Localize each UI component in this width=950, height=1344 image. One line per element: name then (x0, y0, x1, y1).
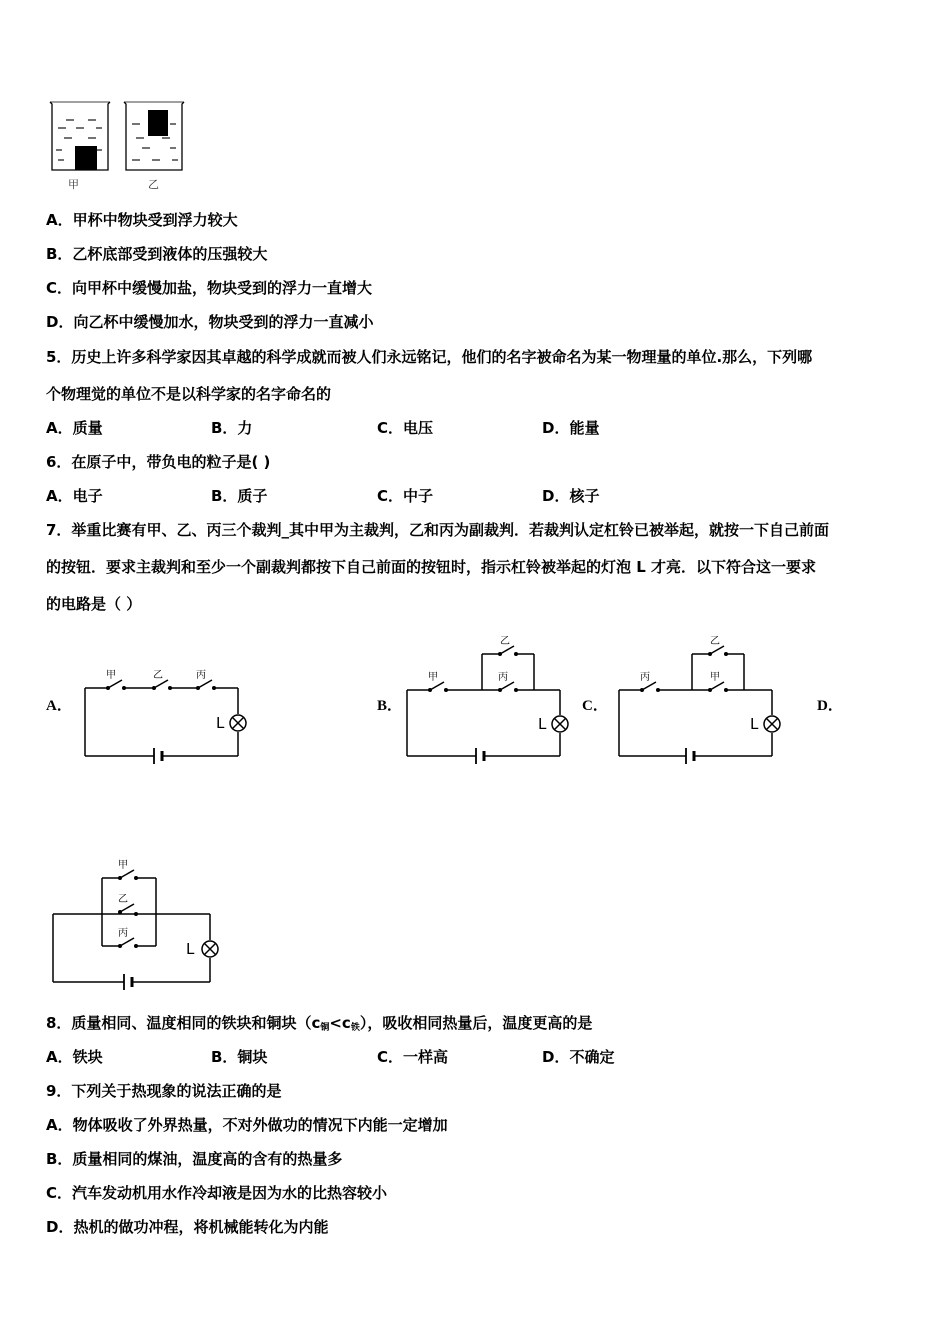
svg-text:L: L (750, 715, 759, 733)
q4-option-a: A．甲杯中物块受到浮力较大 (46, 211, 238, 229)
svg-text:乙: 乙 (118, 894, 128, 905)
q6-option-b: B．质子 (211, 487, 268, 505)
svg-text:乙: 乙 (153, 670, 163, 681)
q9-stem: 9．下列关于热现象的说法正确的是 (46, 1082, 282, 1100)
q7-label-a: A． (46, 698, 72, 714)
svg-text:丙: 丙 (498, 672, 508, 683)
q5-stem-line2: 个物理觉的单位不是以科学家的名字命名的 (46, 385, 332, 403)
q4-option-b: B．乙杯底部受到液体的压强较大 (46, 245, 268, 263)
q4-option-d: D．向乙杯中缓慢加水，物块受到的浮力一直减小 (46, 313, 374, 331)
q7-label-d: D． (817, 698, 843, 714)
q5-option-d: D．能量 (542, 419, 600, 437)
svg-text:丙: 丙 (118, 928, 128, 939)
svg-text:L: L (216, 714, 225, 732)
svg-text:丙: 丙 (640, 672, 650, 683)
q9-option-d: D．热机的做功冲程，将机械能转化为内能 (46, 1218, 329, 1236)
svg-text:乙: 乙 (500, 636, 510, 647)
q8-option-b: B．铜块 (211, 1048, 268, 1066)
q9-option-c: C．汽车发动机用水作冷却液是因为水的比热容较小 (46, 1184, 388, 1202)
svg-text:乙: 乙 (710, 636, 720, 647)
q5-stem-line1: 5．历史上许多科学家因其卓越的科学成就而被人们永远铭记，他们的名字被命名为某一物理量的单位.那么，下列哪 (46, 348, 813, 366)
block-jia (75, 146, 97, 170)
q7-stem-line3: 的电路是（ ） (46, 595, 142, 613)
svg-text:甲: 甲 (106, 670, 116, 681)
beakers-figure (44, 98, 194, 194)
q5-option-c: C．电压 (377, 419, 434, 437)
circuit-d (48, 852, 233, 992)
q8-stem: 8．质量相同、温度相同的铁块和铜块$(c_铜<c_铁)$，吸收相同热量后，温度更高的是 (46, 1014, 593, 1033)
q8-option-d: D．不确定 (542, 1048, 615, 1066)
svg-text:甲: 甲 (428, 672, 438, 683)
q9-option-b: B．质量相同的煤油，温度高的含有的热量多 (46, 1150, 343, 1168)
circuit-a (80, 660, 255, 770)
svg-text:甲: 甲 (710, 672, 720, 683)
circuit-c (614, 628, 789, 768)
block-yi (148, 110, 168, 136)
svg-text:甲: 甲 (118, 860, 128, 871)
q8-option-a: A．铁块 (46, 1048, 103, 1066)
beaker-label-jia: 甲 (68, 178, 79, 191)
svg-text:丙: 丙 (196, 670, 206, 681)
q8-option-c: C．一样高 (377, 1048, 449, 1066)
q7-label-b: B． (377, 698, 403, 714)
q6-option-c: C．中子 (377, 487, 434, 505)
q6-stem: 6．在原子中，带负电的粒子是( ) (46, 453, 271, 471)
circuit-b (402, 628, 577, 768)
q9-option-a: A．物体吸收了外界热量，不对外做功的情况下内能一定增加 (46, 1116, 448, 1134)
q7-stem-line1: 7．举重比赛有甲、乙、丙三个裁判_其中甲为主裁判，乙和丙为副裁判．若裁判认定杠铃已被举起，就按一下自己前面 (46, 521, 829, 539)
svg-text:L: L (538, 715, 547, 733)
q5-option-b: B．力 (211, 419, 253, 437)
q7-stem-line2: 的按钮．要求主裁判和至少一个副裁判都按下自己前面的按钮时，指示杠铃被举起的灯泡 L 才亮．以下符合这一要求 (46, 558, 817, 576)
svg-text:L: L (186, 940, 195, 958)
q7-label-c: C． (582, 698, 608, 714)
beaker-label-yi: 乙 (148, 178, 159, 191)
q6-option-a: A．电子 (46, 487, 103, 505)
q4-option-c: C．向甲杯中缓慢加盐，物块受到的浮力一直增大 (46, 279, 373, 297)
q6-option-d: D．核子 (542, 487, 600, 505)
q5-option-a: A．质量 (46, 419, 103, 437)
